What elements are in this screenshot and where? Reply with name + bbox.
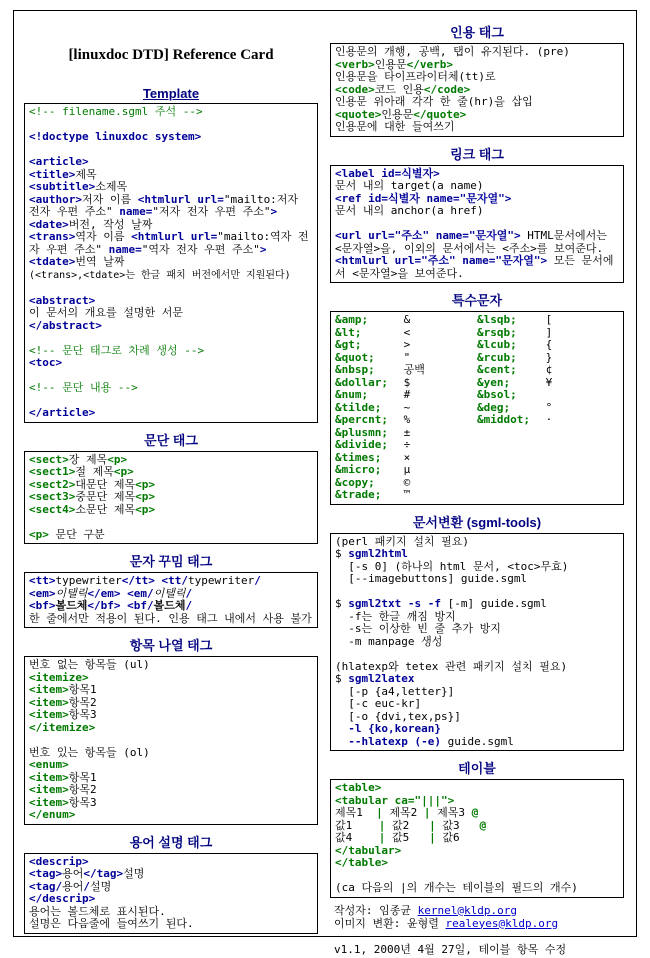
paragraph-tags-box: [24, 451, 318, 545]
code-line: [29, 269, 313, 283]
entity-value: °: [539, 400, 553, 414]
entity-name: &divide;: [335, 438, 388, 451]
code-segment: <sect4>: [29, 502, 76, 516]
entity-name: &deg;: [477, 400, 511, 414]
entity-name: &micro;: [335, 463, 382, 476]
code-segment: @: [479, 818, 487, 832]
code-segment: <item>: [29, 770, 69, 784]
entity-value: ": [397, 350, 411, 364]
entity-value: [539, 388, 546, 401]
code-segment: 문서 내의 target(a name): [335, 179, 484, 192]
code-segment: <abstract>: [29, 293, 96, 307]
entity-name: &quot;: [335, 350, 375, 364]
code-segment: </tabular>: [335, 843, 402, 857]
code-segment: <tt/: [161, 574, 188, 587]
code-line: [29, 747, 313, 760]
code-segment: -l {ko,korean}: [348, 722, 441, 735]
code-line: [334, 943, 620, 956]
code-segment: --hlatexp (-e): [348, 734, 441, 748]
right-column: [330, 15, 624, 958]
code-line: [29, 106, 313, 119]
footer: [330, 902, 624, 958]
code-segment: 항목2: [68, 783, 97, 796]
code-line: [29, 345, 313, 358]
code-segment: 번역 날짜: [75, 255, 125, 268]
char-decoration-tags-heading: 문자 꾸밈 태그: [129, 554, 213, 569]
code-segment: <sect3>: [29, 490, 76, 503]
entity-name: &lt;: [335, 325, 362, 339]
code-segment: <!-- 문단 태그로 차례 생성 -->: [29, 343, 205, 357]
code-segment: 소제목: [95, 180, 128, 193]
doc-conversion-box: [330, 533, 624, 752]
code-segment: 볼드체: [153, 599, 186, 612]
entity-value: <: [397, 325, 411, 339]
code-segment: <label id=식별자>: [335, 166, 440, 180]
entity-name: &bsol;: [477, 388, 517, 401]
code-line: [29, 722, 313, 735]
code-segment: <author>: [29, 192, 82, 206]
code-segment: 이탤릭: [153, 586, 186, 600]
description-tags-box: [24, 853, 318, 934]
entity-value: ·: [539, 413, 553, 426]
code-segment: <toc>: [29, 356, 63, 369]
code-line: [334, 904, 620, 917]
code-line: [29, 382, 313, 395]
code-segment: "저자 전자 우편 주소": [152, 205, 271, 218]
code-segment: 인용문을 타이프라이터체(tt)로: [335, 70, 496, 83]
code-segment: 설명은 다음줄에 들여쓰기 된다.: [29, 917, 194, 930]
code-segment: [-o {dvi,tex,ps}]: [335, 709, 461, 723]
code-segment: <!-- filename.sgml 주석 -->: [29, 105, 203, 118]
code-segment: <htmlurl url="주소" name="문자열">: [335, 254, 548, 267]
code-segment: (<trans>,<tdate>는 한글 패치 버전에서만 지원된다): [29, 269, 291, 281]
code-segment: 제목3: [430, 806, 472, 819]
code-segment: <em>: [29, 586, 56, 600]
code-segment: 값3: [435, 818, 480, 832]
code-segment: 저자 이름: [81, 192, 138, 206]
entity-name: &lsqb;: [477, 313, 517, 326]
code-segment: <ref id=식별자 name="문자열">: [335, 191, 512, 205]
code-segment: 항목3: [68, 708, 97, 721]
code-line: [29, 256, 313, 269]
code-segment: <tdate>: [29, 255, 76, 268]
code-line: [335, 857, 619, 870]
code-segment: guide.sgml: [440, 734, 514, 748]
code-segment: $: [335, 597, 349, 610]
code-line: [29, 131, 313, 144]
code-segment: <tabular ca="|||">: [335, 793, 455, 807]
link-tags-box: [330, 165, 624, 284]
code-segment: </itemize>: [29, 720, 96, 734]
entity-value: ¥: [539, 375, 553, 389]
code-segment: $: [335, 547, 349, 560]
code-segment: <url url="주소" name="문자열">: [335, 229, 521, 242]
code-segment: 용어: [62, 879, 84, 893]
code-segment: 코드 인용: [374, 82, 424, 96]
code-segment: <p>: [113, 465, 134, 478]
entity-name: &percnt;: [335, 413, 388, 426]
code-line: [335, 230, 619, 255]
entity-name: &rcub;: [477, 350, 517, 364]
code-segment: <item>: [29, 795, 69, 809]
code-line: [334, 917, 620, 930]
code-segment: |: [378, 818, 386, 832]
code-segment: |: [376, 806, 383, 819]
code-segment: <!doctype linuxdoc system>: [29, 130, 202, 143]
email-link[interactable]: realeyes@kldp.org: [445, 916, 559, 930]
entity-name: &num;: [335, 388, 369, 401]
entity-name: &dollar;: [335, 375, 388, 389]
entity-value: ×: [397, 450, 411, 464]
code-segment: 한 줄에서만 적용이 된다. 인용 태그 내에서 사용 불가: [29, 611, 312, 625]
code-segment: <code>: [335, 82, 375, 96]
code-segment: /: [185, 586, 193, 600]
code-segment: 인용문에 대한 들여쓰기: [335, 120, 455, 133]
code-segment: |: [429, 818, 436, 832]
entity-value: $: [397, 375, 411, 389]
code-segment: 작성자: 임종균: [334, 903, 418, 917]
code-segment: 제목: [75, 167, 97, 181]
code-segment: 인용문: [374, 57, 407, 71]
code-segment: </descrip>: [29, 892, 96, 905]
code-line: [335, 255, 619, 280]
code-segment: name=: [102, 242, 142, 256]
template-box: [24, 103, 318, 423]
code-segment: <item>: [29, 683, 69, 696]
code-segment: <item>: [29, 783, 69, 796]
code-segment: <title>: [29, 167, 76, 181]
description-tags-heading: 용어 설명 태그: [129, 834, 213, 850]
code-segment: sgml2txt -s -f: [348, 597, 441, 610]
code-segment: @: [471, 806, 479, 819]
code-segment: 용어는 볼드체로 표시된다.: [29, 904, 166, 918]
list-tags-heading: 항목 나열 태그: [129, 638, 213, 653]
code-segment: <enum>: [29, 758, 69, 771]
code-segment: (ca 다음의 |의 개수는 테이블의 필드의 개수): [335, 881, 578, 894]
code-segment: <p>: [135, 502, 155, 516]
entity-name: &nbsp;: [335, 363, 375, 376]
entity-name: &amp;: [335, 313, 369, 326]
entity-value: ™: [397, 488, 411, 501]
code-segment: </abstract>: [29, 318, 102, 332]
entity-value: µ: [397, 463, 411, 476]
code-segment: <article>: [29, 155, 89, 168]
table-box: [330, 779, 624, 898]
code-segment: >: [259, 242, 267, 256]
code-segment: (hlatexp와 tetex 관련 패키지 설치 필요): [335, 659, 568, 673]
code-line: [29, 613, 313, 626]
code-segment: 볼드체: [55, 599, 88, 612]
entity-value: [: [539, 313, 553, 326]
code-line: [29, 231, 313, 256]
email-link[interactable]: kernel@kldp.org: [417, 903, 517, 917]
card: [13, 10, 637, 956]
code-segment: </tag>: [83, 867, 124, 880]
code-segment: /: [83, 879, 91, 893]
code-line: [335, 736, 619, 749]
code-line: [334, 930, 620, 943]
code-segment: [-s 0] (하나의 html 문서, <toc>무효): [335, 559, 569, 573]
table-heading: 테이블: [458, 761, 496, 776]
code-segment: (perl 패키지 설치 필요): [335, 534, 469, 548]
code-segment: 이 문서의 개요를 설명한 서문: [29, 306, 184, 319]
code-segment: 제목2: [382, 806, 424, 819]
code-segment: 인용문 위아래 각각 한 줄(hr)을 삽입: [335, 95, 533, 108]
code-segment: [-m] guide.sgml: [440, 597, 547, 610]
code-line: [29, 407, 313, 420]
code-segment: </article>: [29, 406, 96, 419]
code-segment: [-c euc-kr]: [335, 697, 422, 710]
columns: [14, 11, 636, 958]
code-segment: "역자 전자 우편 주소": [141, 242, 260, 256]
code-segment: 값2: [385, 818, 430, 832]
code-segment: 역자 이름: [75, 230, 132, 243]
code-line: [29, 320, 313, 333]
code-line: [29, 918, 313, 931]
code-segment: -m manpage 생성: [335, 634, 443, 648]
code-line: [335, 882, 619, 895]
code-segment: [335, 735, 348, 748]
entity-name: &yen;: [477, 375, 511, 389]
code-segment: <date>: [29, 217, 69, 231]
entity-value: {: [539, 338, 553, 351]
left-column: [24, 15, 318, 958]
code-segment: <sect>: [29, 452, 69, 466]
entity-name: &times;: [335, 450, 382, 464]
code-segment: 값6: [435, 831, 460, 844]
code-segment: 모든 문서에서 <문자열>을 보여준다.: [335, 254, 614, 280]
code-line: [335, 573, 619, 586]
code-segment: -f는 한글 깨짐 방지: [335, 609, 456, 623]
code-segment: <tag/: [29, 879, 63, 893]
code-line: [29, 504, 313, 517]
code-segment: |: [429, 831, 436, 844]
code-segment: </bf>: [87, 599, 121, 612]
code-segment: <verb>: [335, 57, 375, 71]
code-segment: v1.1, 2000년 4월 27일, 테이블 항목 수정: [334, 942, 567, 956]
entity-name: &middot;: [477, 413, 530, 426]
code-segment: <htmlurl url=: [131, 230, 218, 243]
code-segment: 제목1: [335, 806, 377, 819]
code-segment: <!-- 문단 내용 -->: [29, 381, 138, 394]
code-segment: 설명: [90, 879, 112, 893]
entity-row: [335, 489, 477, 502]
code-segment: </verb>: [406, 57, 453, 71]
special-chars-box: [330, 311, 624, 505]
code-segment: 이탤릭: [55, 586, 88, 600]
code-segment: sgml2latex: [348, 672, 415, 685]
char-decoration-tags-box: [24, 572, 318, 628]
code-segment: <subtitle>: [29, 180, 96, 193]
entity-value: ±: [397, 425, 411, 439]
entity-value: >: [397, 338, 411, 351]
code-segment: <htmlurl url=: [137, 192, 224, 206]
code-segment: <bf/: [127, 599, 154, 612]
entity-value: #: [397, 388, 411, 401]
code-segment: <item>: [29, 708, 69, 721]
code-segment: 문서 내의 anchor(a href): [335, 204, 484, 217]
code-segment: <sect1>: [29, 465, 76, 478]
code-segment: <itemize>: [29, 670, 89, 684]
code-segment: 대문단 제목: [75, 477, 136, 491]
code-segment: 항목1: [68, 683, 97, 696]
code-segment: <em/: [127, 586, 154, 600]
code-line: [29, 529, 313, 542]
code-segment: >: [270, 205, 278, 218]
code-segment: 버전, 작성 날짜: [68, 217, 153, 231]
entity-value: }: [539, 350, 553, 364]
entity-value: ¢: [539, 363, 553, 376]
code-segment: <quote>: [335, 107, 382, 121]
entity-value: ©: [397, 475, 411, 489]
entity-name: &copy;: [335, 475, 375, 489]
code-segment: $: [335, 672, 349, 685]
entity-name: &plusmn;: [335, 425, 388, 439]
code-segment: typewriter: [187, 574, 255, 587]
code-segment: 항목3: [68, 795, 97, 809]
quote-tags-heading: 인용 태그: [450, 25, 504, 40]
code-segment: [335, 722, 348, 735]
code-segment: 용어: [62, 867, 84, 880]
entity-value: ]: [539, 325, 553, 339]
code-segment: 값4: [335, 831, 379, 844]
quote-tags-box: [330, 43, 624, 137]
code-line: [335, 205, 619, 218]
code-line: [335, 121, 619, 134]
code-segment: <p>: [135, 490, 155, 503]
code-segment: 값5: [385, 831, 430, 844]
code-segment: <p>: [29, 527, 49, 541]
entity-column: [335, 314, 477, 502]
code-segment: 절 제목: [75, 465, 114, 478]
code-segment: 번호 있는 항목들 (ol): [29, 745, 150, 759]
code-segment: <tt>: [29, 574, 56, 587]
code-segment: /: [185, 599, 193, 612]
code-segment: 항목2: [68, 695, 97, 709]
code-segment: </tt>: [121, 574, 155, 587]
code-segment: 항목1: [68, 770, 97, 784]
code-line: [29, 357, 313, 370]
code-segment: </code>: [423, 82, 471, 96]
code-segment: </enum>: [29, 808, 76, 821]
template-heading: Template: [142, 86, 200, 101]
code-segment: 소문단 제목: [75, 502, 136, 516]
code-segment: <bf>: [29, 599, 56, 612]
entity-value: ~: [397, 400, 411, 414]
code-line: [335, 636, 619, 649]
code-segment: <p>: [135, 477, 155, 491]
entity-name: &trade;: [335, 488, 382, 501]
code-segment: HTML문서에서는 <문자열>을, 이외의 문서에서는 <주소>를 보여준다.: [335, 229, 614, 255]
code-segment: 인용문의 개행, 공백, 탭이 유지된다. (pre): [335, 45, 570, 58]
entity-name: &lcub;: [477, 338, 517, 351]
code-segment: 설명: [123, 867, 145, 880]
code-segment: sgml2html: [348, 547, 408, 560]
code-segment: 값1: [335, 818, 379, 832]
code-segment: <trans>: [29, 230, 76, 243]
code-segment: [--imagebuttons] guide.sgml: [335, 572, 528, 585]
code-segment: 문단 구분: [48, 527, 105, 541]
code-segment: "mailto:저자 전자 우편 주소": [29, 192, 305, 218]
code-segment: <p>: [107, 452, 128, 466]
link-tags-heading: 링크 태그: [450, 146, 504, 162]
code-segment: /: [254, 574, 261, 587]
entity-value: &: [397, 313, 411, 326]
code-segment: 인용문: [381, 107, 414, 121]
code-segment: 장 제목: [68, 452, 108, 466]
special-chars-heading: 특수문자: [451, 293, 503, 308]
code-segment: [-p {a4,letter}]: [335, 684, 455, 698]
code-line: [29, 194, 313, 219]
entity-name: &cent;: [477, 363, 517, 376]
entity-name: &gt;: [335, 338, 362, 351]
code-segment: <item>: [29, 695, 69, 709]
code-segment: typewriter: [55, 574, 122, 587]
paragraph-tags-heading: 문단 태그: [144, 432, 198, 448]
code-segment: </quote>: [413, 107, 467, 121]
entity-value: 공백: [397, 363, 425, 376]
entity-column: [477, 314, 619, 502]
code-segment: <descrip>: [29, 854, 89, 868]
code-segment: <table>: [335, 781, 382, 794]
entity-columns: [335, 314, 619, 502]
doc-conversion-heading: 문서변환 (sgml-tools): [412, 514, 542, 530]
code-segment: "mailto:역자 전자 우편 주소": [29, 230, 309, 256]
code-segment: <tag>: [29, 867, 63, 880]
code-segment: </table>: [335, 856, 388, 869]
code-segment: 번호 없는 항목들 (ul): [29, 658, 150, 671]
code-segment: <sect2>: [29, 477, 76, 491]
entity-value: ÷: [397, 438, 411, 451]
code-segment: 이미지 변환: 윤형렬: [334, 916, 446, 930]
code-segment: |: [423, 806, 431, 819]
code-segment: 중문단 제목: [75, 490, 136, 503]
code-segment: -s는 이상한 빈 줄 추가 방지: [335, 622, 501, 635]
entity-row: [477, 414, 619, 427]
entity-name: &tilde;: [335, 400, 382, 414]
code-segment: name=: [112, 205, 153, 218]
page-title: [linuxdoc DTD] Reference Card: [68, 47, 274, 63]
list-tags-box: [24, 656, 318, 825]
entity-value: %: [397, 413, 411, 426]
code-segment: |: [378, 831, 386, 844]
code-line: [29, 809, 313, 822]
entity-name: &rsqb;: [477, 325, 517, 339]
code-segment: </em>: [87, 586, 121, 600]
